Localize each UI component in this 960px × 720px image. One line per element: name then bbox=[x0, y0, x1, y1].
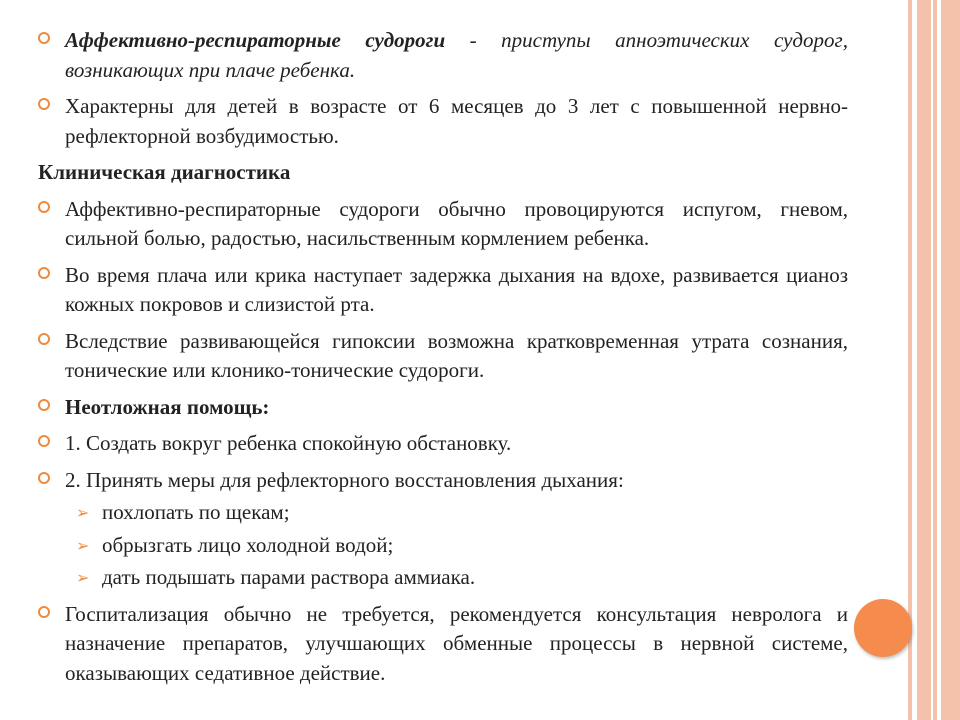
bullet-text: Вследствие развивающейся гипоксии возможна кратковременная утрата сознания, тонические или клонико-тонические судороги. bbox=[65, 328, 848, 382]
sub-item-text: дать подышать парами раствора аммиака. bbox=[102, 565, 476, 589]
sub-item-text: похлопать по щекам; bbox=[102, 500, 290, 524]
ring-bullet-icon bbox=[38, 606, 50, 618]
emergency-title: Неотложная помощь: bbox=[65, 394, 270, 419]
bullet-item bbox=[38, 393, 848, 423]
ring-bullet-icon bbox=[38, 435, 50, 447]
bullet-text: 2. Принять меры для рефлекторного восстановления дыхания: bbox=[65, 467, 624, 492]
decorative-circle bbox=[854, 599, 912, 657]
bullet-item bbox=[38, 429, 848, 459]
ring-bullet-icon bbox=[38, 267, 50, 279]
decor-stripe bbox=[917, 0, 931, 720]
bullet-text: 1. Создать вокруг ребенка спокойную обстановку. bbox=[65, 431, 512, 455]
sub-list-item bbox=[76, 531, 848, 561]
slide-body bbox=[38, 26, 848, 695]
bullet-text: Аффективно-респираторные судороги обычно провоцируются испугом, гневом, сильной болью, радостью, насильственным кормлением ребенка. bbox=[65, 196, 848, 250]
bullet-item bbox=[38, 261, 848, 320]
decor-stripe bbox=[933, 0, 937, 720]
arrow-bullet-icon: ➢ bbox=[76, 568, 90, 587]
bullet-item bbox=[38, 26, 848, 85]
bullet-item bbox=[38, 600, 848, 689]
bullet-item bbox=[38, 327, 848, 386]
ring-bullet-icon bbox=[38, 472, 50, 484]
definition-term: Аффективно-респираторные судороги bbox=[65, 28, 446, 52]
decor-stripe bbox=[941, 0, 960, 720]
sub-list bbox=[38, 498, 848, 593]
ring-bullet-icon bbox=[38, 399, 50, 411]
sub-list-item bbox=[76, 563, 848, 593]
bullet-text: Во время плача или крика наступает задержка дыхания на вдохе, развивается цианоз кожных покровов и слизистой рта. bbox=[65, 262, 848, 316]
ring-bullet-icon bbox=[38, 32, 50, 44]
bullet-item bbox=[38, 466, 848, 496]
bullet-text: Характерны для детей в возрасте от 6 месяцев до 3 лет с повышенной нервно-рефлекторной возбудимостью. bbox=[65, 94, 848, 148]
definition-text bbox=[65, 28, 848, 82]
ring-bullet-icon bbox=[38, 201, 50, 213]
ring-bullet-icon bbox=[38, 98, 50, 110]
sub-list-item bbox=[76, 498, 848, 528]
bullet-item bbox=[38, 195, 848, 254]
ring-bullet-icon bbox=[38, 333, 50, 345]
bullet-item bbox=[38, 92, 848, 151]
arrow-bullet-icon: ➢ bbox=[76, 535, 90, 555]
decor-stripe bbox=[908, 0, 912, 720]
sub-item-text: обрызгать лицо холодной водой; bbox=[102, 532, 394, 557]
definition-body: - приступы апноэтических судорог, возникающих при плаче ребенка. bbox=[65, 28, 848, 82]
section-heading: Клиническая диагностика bbox=[38, 160, 291, 184]
arrow-bullet-icon: ➢ bbox=[76, 503, 90, 522]
bullet-text: Госпитализация обычно не требуется, рекомендуется консультация невролога и назначение препаратов, улучшающих обменные процессы в нервной системе, оказывающих седативное действие. bbox=[65, 601, 848, 685]
